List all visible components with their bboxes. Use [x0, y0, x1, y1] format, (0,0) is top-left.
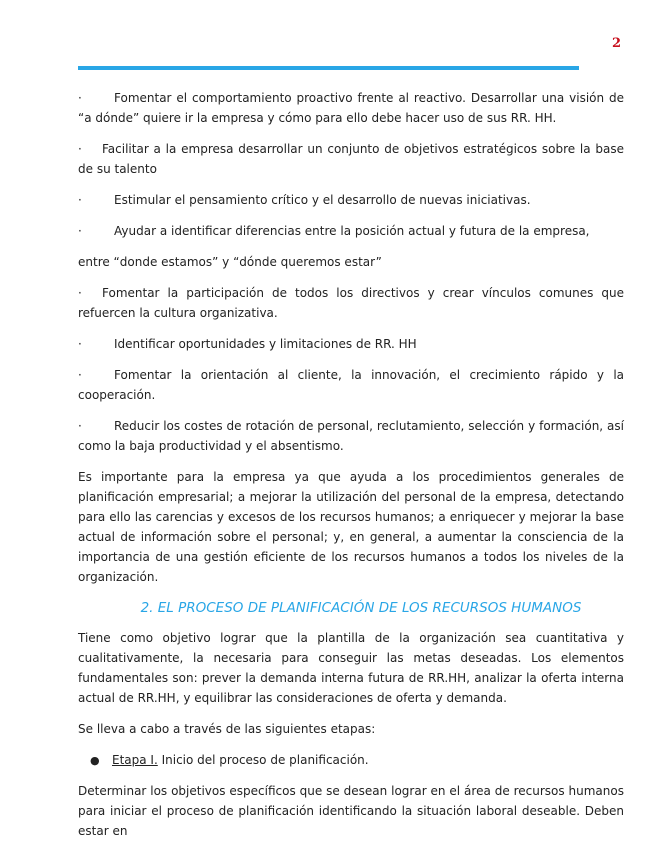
- body-paragraph: Tiene como objetivo lograr que la plantilla de la organización sea cuantitativa y cualitativamente, la necesaria para conseguir las metas deseadas. Los elementos fundamentales son: prever la demanda interna futura de RR.HH, analizar la oferta interna actual de RR.HH, y equilibrar las consideraciones de oferta y demanda.: [78, 631, 624, 705]
- page-number: 2: [612, 36, 622, 51]
- continuation-line: entre “donde estamos” y “dónde queremos estar”: [78, 255, 382, 269]
- stage-text: Inicio del proceso de planificación.: [157, 753, 369, 767]
- bullet-item: · Fomentar el comportamiento proactivo frente al reactivo. Desarrollar una visión de “a dónde” quiere ir la empresa y cómo para ello debe hacer uso de sus RR. HH.: [78, 91, 624, 125]
- bullet-item: · Fomentar la participación de todos los directivos y crear vínculos comunes que refuercen la cultura organizativa.: [78, 286, 624, 320]
- bullet-item: · Estimular el pensamiento crítico y el desarrollo de nuevas iniciativas.: [78, 193, 531, 207]
- bullet-item: · Fomentar la orientación al cliente, la innovación, el crecimiento rápido y la cooperación.: [78, 368, 624, 402]
- body-paragraph: Se lleva a cabo a través de las siguientes etapas:: [78, 722, 376, 736]
- stage-label: Etapa I.: [112, 753, 158, 767]
- stage-list-item: [78, 750, 624, 771]
- section-heading: 2. EL PROCESO DE PLANIFICACIÓN DE LOS RECURSOS HUMANOS: [140, 600, 582, 616]
- bullet-item: · Facilitar a la empresa desarrollar un conjunto de objetivos estratégicos sobre la base de su talento: [78, 142, 624, 176]
- bullet-disc-icon: ●: [90, 754, 100, 767]
- bullet-item: · Reducir los costes de rotación de personal, reclutamiento, selección y formación, así como la baja productividad y el absentismo.: [78, 419, 624, 453]
- bullet-item: · Ayudar a identificar diferencias entre la posición actual y futura de la empresa,: [78, 224, 590, 238]
- body-paragraph: Es importante para la empresa ya que ayuda a los procedimientos generales de planificación empresarial; a mejorar la utilización del personal de la empresa, detectando para ello las carencias y excesos de los recursos humanos; a enriquecer y mejorar la base actual de información sobre el personal; y, en general, a aumentar la consciencia de la importancia de una gestión eficiente de los recursos humanos a todos los niveles de la organización.: [78, 470, 624, 584]
- header-rule: [78, 66, 579, 70]
- bullet-item: · Identificar oportunidades y limitaciones de RR. HH: [78, 337, 417, 351]
- document-body: [78, 88, 624, 852]
- body-paragraph: Determinar los objetivos específicos que se desean lograr en el área de recursos humanos para iniciar el proceso de planificación identificando la situación laboral deseable. Deben estar en: [78, 784, 624, 838]
